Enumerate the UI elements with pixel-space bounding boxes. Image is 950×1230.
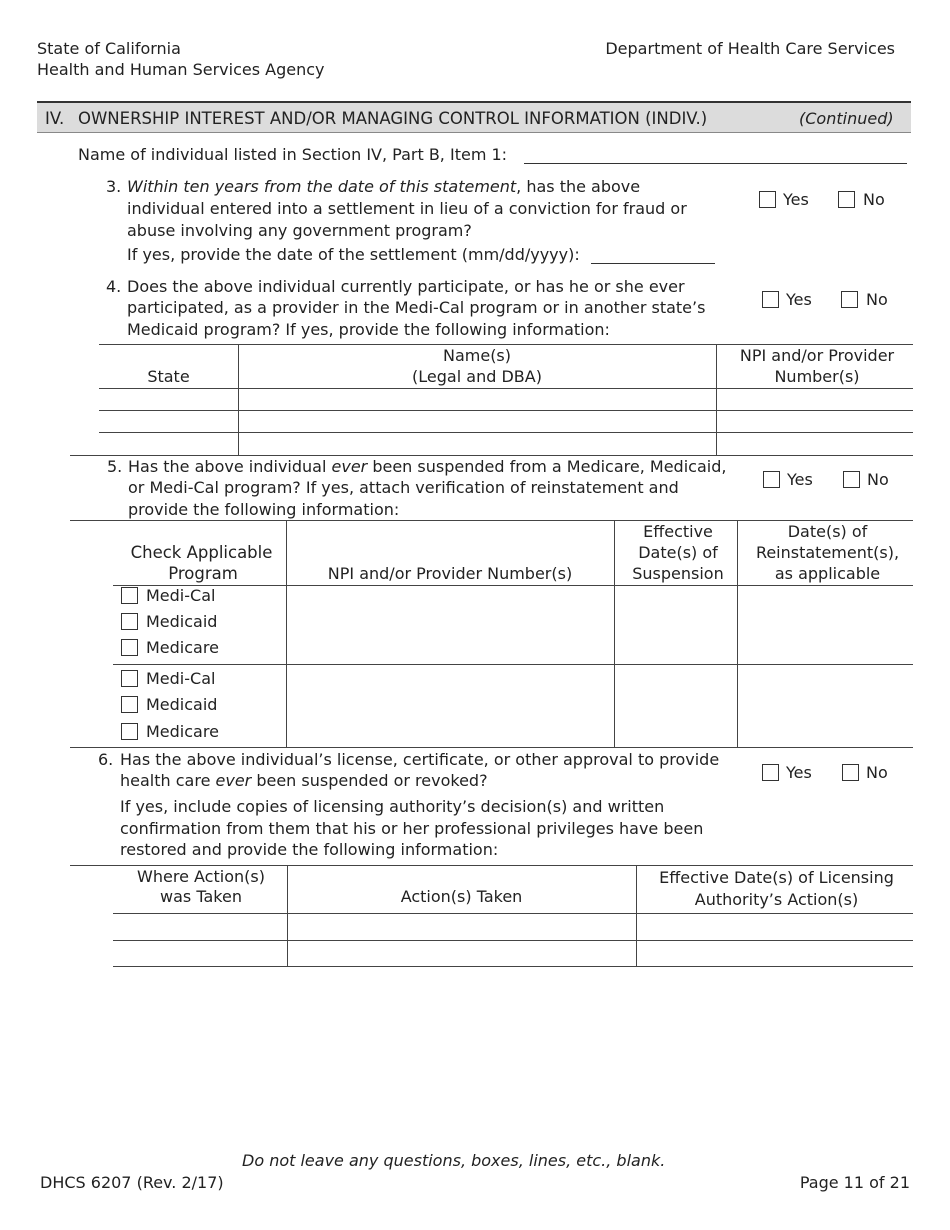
q5-row2-medicare-checkbox[interactable] bbox=[121, 723, 138, 740]
q4-text-line1: Does the above individual currently participate, or has he or she ever bbox=[127, 277, 685, 296]
q6-col-action: Action(s) Taken bbox=[400, 887, 523, 906]
q5-text-line3: provide the following information: bbox=[128, 500, 400, 519]
q3-number: 3. bbox=[106, 177, 122, 196]
q3-yes-label: Yes bbox=[783, 190, 809, 209]
q4-col-names-line2: (Legal and DBA) bbox=[412, 367, 542, 386]
q6-row2-action-cell[interactable] bbox=[288, 941, 636, 966]
q4-row2-npi-cell[interactable] bbox=[717, 411, 913, 432]
q3-yes-checkbox[interactable] bbox=[759, 191, 776, 208]
q6-no-label: No bbox=[866, 763, 888, 782]
q5-col-npi: NPI and/or Provider Number(s) bbox=[327, 564, 573, 583]
q4-text-line2: participated, as a provider in the Medi-Cal program or in another state’s bbox=[127, 298, 706, 317]
q5-row1-rein-cell[interactable] bbox=[738, 586, 913, 664]
q4-row1-names-cell[interactable] bbox=[239, 389, 716, 410]
q5-row1-medicare-checkbox[interactable] bbox=[121, 639, 138, 656]
q5-no-label: No bbox=[867, 470, 889, 489]
q6-row1-action-cell[interactable] bbox=[288, 914, 636, 940]
q5-number: 5. bbox=[107, 457, 123, 476]
q3-settlement-date-input[interactable] bbox=[591, 247, 715, 264]
q6-col-eff-line2: Authority’s Action(s) bbox=[694, 890, 859, 909]
q5-col-eff-line1: Effective bbox=[643, 522, 713, 541]
name-input[interactable] bbox=[524, 146, 907, 164]
q5-row1-medi-cal-checkbox[interactable] bbox=[121, 587, 138, 604]
q3-text-line2: individual entered into a settlement in lieu of a conviction for fraud or bbox=[127, 199, 687, 218]
section-number: IV. bbox=[45, 109, 65, 128]
q6-number: 6. bbox=[98, 750, 114, 769]
q3-text-line3: abuse involving any government program? bbox=[127, 221, 472, 240]
q4-row3-state-cell[interactable] bbox=[99, 433, 238, 455]
q4-yes-label: Yes bbox=[786, 290, 812, 309]
q5-row2-medi-cal-label: Medi-Cal bbox=[146, 669, 216, 688]
q3-no-label: No bbox=[863, 190, 885, 209]
agency-name: Health and Human Services Agency bbox=[37, 60, 325, 79]
section-continued: (Continued) bbox=[799, 109, 894, 128]
q6-col-where-line2: was Taken bbox=[160, 887, 242, 906]
q4-row3-names-cell[interactable] bbox=[239, 433, 716, 455]
name-label: Name of individual listed in Section IV, Part B, Item 1: bbox=[78, 145, 508, 164]
q5-col-eff-line3: Suspension bbox=[632, 564, 724, 583]
q6-yes-checkbox[interactable] bbox=[762, 764, 779, 781]
q4-yes-checkbox[interactable] bbox=[762, 291, 779, 308]
q5-row2-medicaid-checkbox[interactable] bbox=[121, 696, 138, 713]
q5-yes-checkbox[interactable] bbox=[763, 471, 780, 488]
q5-col-program-line2: Program bbox=[168, 564, 238, 583]
q5-row1-medicaid-label: Medicaid bbox=[146, 612, 218, 631]
q4-row2-state-cell[interactable] bbox=[99, 411, 238, 432]
q5-col-rein-line1: Date(s) of bbox=[787, 522, 868, 541]
q5-col-rein-line2: Reinstatement(s), bbox=[755, 543, 900, 562]
q6-row1-where-cell[interactable] bbox=[113, 914, 287, 940]
section-title: OWNERSHIP INTEREST AND/OR MANAGING CONTROL INFORMATION (INDIV.) bbox=[78, 109, 708, 128]
q6-text-line5: restored and provide the following information: bbox=[120, 840, 499, 859]
q5-row1-medi-cal-label: Medi-Cal bbox=[146, 586, 216, 605]
q6-text-line4: confirmation from them that his or her professional privileges have been bbox=[120, 819, 704, 838]
q5-col-eff-line2: Date(s) of bbox=[638, 543, 718, 562]
page-number: Page 11 of 21 bbox=[799, 1173, 910, 1192]
q6-yes-label: Yes bbox=[786, 763, 812, 782]
q5-no-checkbox[interactable] bbox=[843, 471, 860, 488]
q4-col-state: State bbox=[147, 367, 190, 386]
q5-row2-npi-cell[interactable] bbox=[287, 665, 614, 747]
q5-row2-eff-cell[interactable] bbox=[615, 665, 737, 747]
footer-note: Do not leave any questions, boxes, lines, etc., blank. bbox=[242, 1151, 666, 1170]
q5-row2-rein-cell[interactable] bbox=[738, 665, 913, 747]
q5-text-line2: or Medi-Cal program? If yes, attach verification of reinstatement and bbox=[128, 478, 679, 497]
q4-no-label: No bbox=[866, 290, 888, 309]
q3-text-line1: Within ten years from the date of this statement, has the above bbox=[127, 177, 641, 196]
q6-row2-where-cell[interactable] bbox=[113, 941, 287, 966]
q3-date-label: If yes, provide the date of the settlement (mm/dd/yyyy): bbox=[127, 245, 580, 264]
q5-row1-npi-cell[interactable] bbox=[287, 586, 614, 664]
q5-row1-eff-cell[interactable] bbox=[615, 586, 737, 664]
q4-row1-npi-cell[interactable] bbox=[717, 389, 913, 410]
q5-col-program-line1: Check Applicable bbox=[130, 543, 273, 562]
q4-no-checkbox[interactable] bbox=[841, 291, 858, 308]
section-header bbox=[37, 101, 911, 133]
q3-no-checkbox[interactable] bbox=[838, 191, 855, 208]
q6-col-where-line1: Where Action(s) bbox=[137, 867, 265, 886]
q4-col-npi-line2: Number(s) bbox=[774, 367, 860, 386]
q6-row2-eff-cell[interactable] bbox=[637, 941, 913, 966]
q5-row1-medicare-label: Medicare bbox=[146, 638, 219, 657]
q4-row3-npi-cell[interactable] bbox=[717, 433, 913, 455]
q4-number: 4. bbox=[106, 277, 122, 296]
q4-col-names-line1: Name(s) bbox=[442, 346, 512, 365]
q5-row2-medicaid-label: Medicaid bbox=[146, 695, 218, 714]
q6-no-checkbox[interactable] bbox=[842, 764, 859, 781]
q4-col-npi-line1: NPI and/or Provider bbox=[739, 346, 895, 365]
q5-text-line1: Has the above individual ever been suspended from a Medicare, Medicaid, bbox=[128, 457, 727, 476]
q5-row2-medicare-label: Medicare bbox=[146, 722, 219, 741]
q4-row2-names-cell[interactable] bbox=[239, 411, 716, 432]
q5-row1-medicaid-checkbox[interactable] bbox=[121, 613, 138, 630]
q6-col-eff-line1: Effective Date(s) of Licensing bbox=[659, 868, 894, 887]
q5-row2-medi-cal-checkbox[interactable] bbox=[121, 670, 138, 687]
state-name: State of California bbox=[37, 39, 181, 58]
q6-text-line3: If yes, include copies of licensing authority’s decision(s) and written bbox=[120, 797, 665, 816]
q5-col-rein-line3: as applicable bbox=[774, 564, 881, 583]
q6-text-line2: health care ever been suspended or revoked? bbox=[120, 771, 488, 790]
q6-row1-eff-cell[interactable] bbox=[637, 914, 913, 940]
q4-text-line3: Medicaid program? If yes, provide the following information: bbox=[127, 320, 610, 339]
form-id: DHCS 6207 (Rev. 2/17) bbox=[40, 1173, 224, 1192]
q6-text-line1: Has the above individual’s license, certificate, or other approval to provide bbox=[120, 750, 720, 769]
department-name: Department of Health Care Services bbox=[605, 39, 895, 58]
q5-yes-label: Yes bbox=[787, 470, 813, 489]
q4-row1-state-cell[interactable] bbox=[99, 389, 238, 410]
